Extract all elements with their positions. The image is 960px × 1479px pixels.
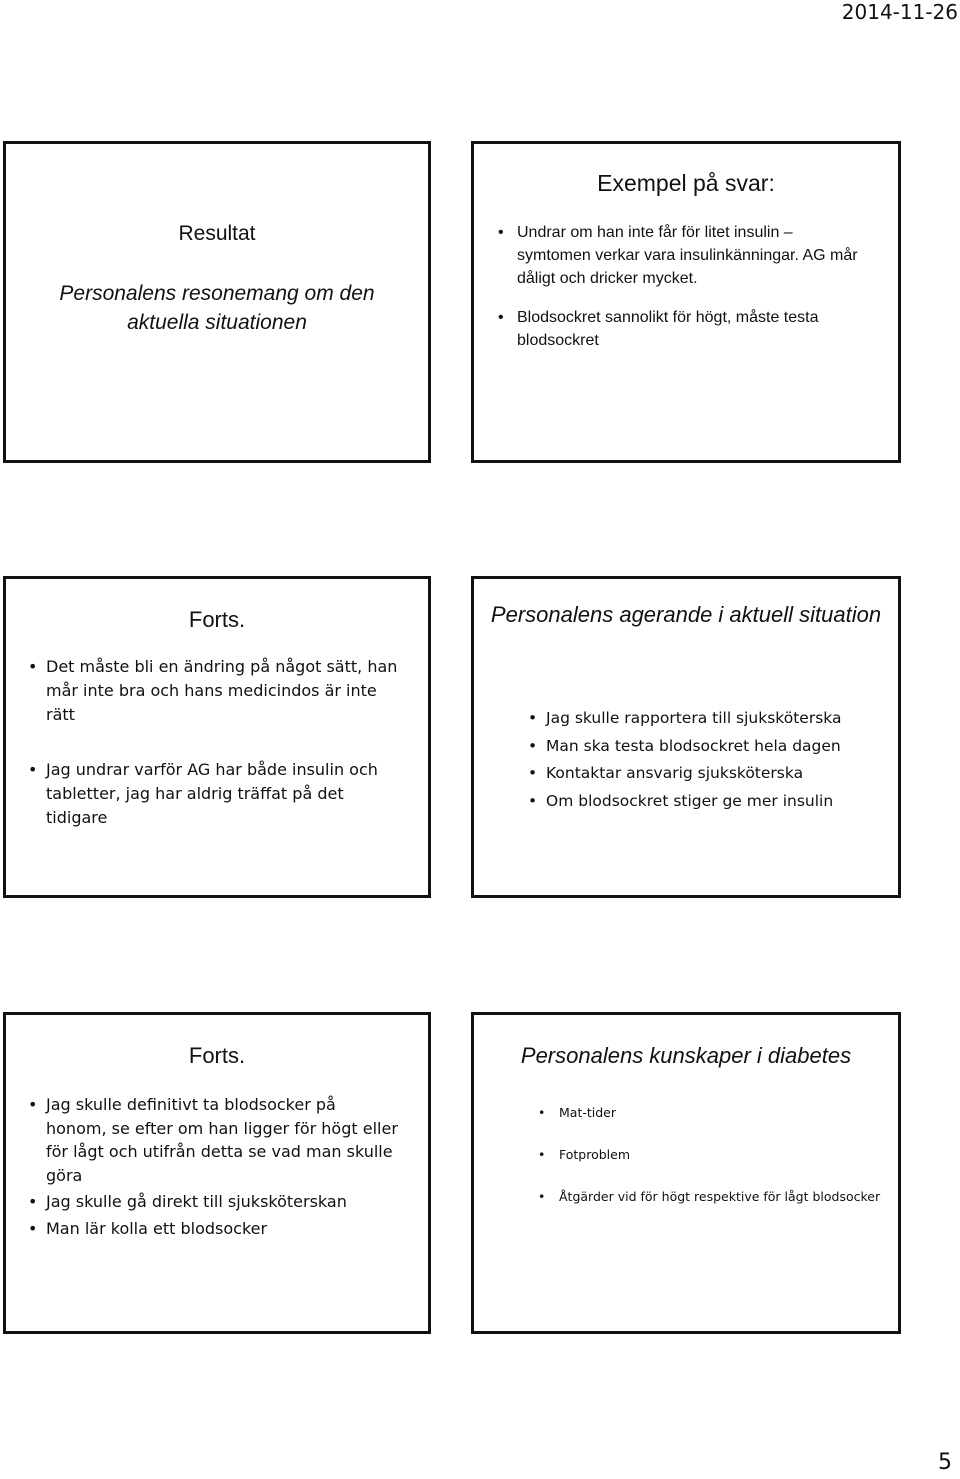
slide-title: Forts. xyxy=(188,1043,246,1068)
slide-title: Personalens kunskaper i diabetes xyxy=(520,1043,852,1068)
bullet-list xyxy=(528,705,878,815)
slide-title: Forts. xyxy=(188,607,246,632)
bullet-list xyxy=(28,1093,398,1243)
list-item: • Man ska testa blodsockret hela dagen xyxy=(528,733,878,761)
slide-personalens-agerande xyxy=(471,576,901,898)
page-date: 2014-11-26 xyxy=(841,0,958,24)
slide-personalens-kunskaper xyxy=(471,1012,901,1334)
page-number: 5 xyxy=(938,1450,952,1475)
list-item: • Undrar om han inte får för litet insulin – symtomen verkar vara insulinkänningar. AG mår dåligt och dricker mycket. xyxy=(498,221,868,290)
list-item: • Jag undrar varför AG har både insulin och tabletter, jag har aldrig träffat på det tidigare xyxy=(28,758,408,830)
list-item: • Jag skulle definitivt ta blodsocker på honom, se efter om han ligger för högt eller för lågt och utifrån detta se vad man skulle göra xyxy=(28,1093,398,1187)
list-item: • Jag skulle gå direkt till sjuksköterskan xyxy=(28,1190,398,1214)
slide-resultat xyxy=(3,141,431,463)
slide-subtitle: Personalens resonemang om den aktuella situationen xyxy=(59,282,375,334)
list-item: • Man lär kolla ett blodsocker xyxy=(28,1217,398,1241)
list-item: • Det måste bli en ändring på något sätt, han mår inte bra och hans medicindos är inte rätt xyxy=(28,655,408,727)
list-item: • Fotproblem xyxy=(538,1145,888,1165)
bullet-list xyxy=(28,655,408,861)
slide-title: Personalens agerande i aktuell situation xyxy=(490,602,882,627)
list-item: • Kontaktar ansvarig sjuksköterska xyxy=(528,760,878,788)
list-item: • Om blodsockret stiger ge mer insulin xyxy=(528,788,878,816)
slide-title: Exempel på svar: xyxy=(597,170,775,196)
list-item: • Jag skulle rapportera till sjuksköterska xyxy=(528,705,878,733)
slide-exempel-pa-svar xyxy=(471,141,901,463)
slide-title: Resultat xyxy=(178,222,256,245)
list-item: • Blodsockret sannolikt för högt, måste testa blodsockret xyxy=(498,306,868,352)
list-item: • Åtgärder vid för högt respektive för lågt blodsocker xyxy=(538,1187,888,1207)
bullet-list xyxy=(498,221,868,368)
list-item: • Mat-tider xyxy=(538,1103,888,1123)
slide-forts-1 xyxy=(3,576,431,898)
slide-forts-2 xyxy=(3,1012,431,1334)
bullet-list xyxy=(538,1103,888,1229)
